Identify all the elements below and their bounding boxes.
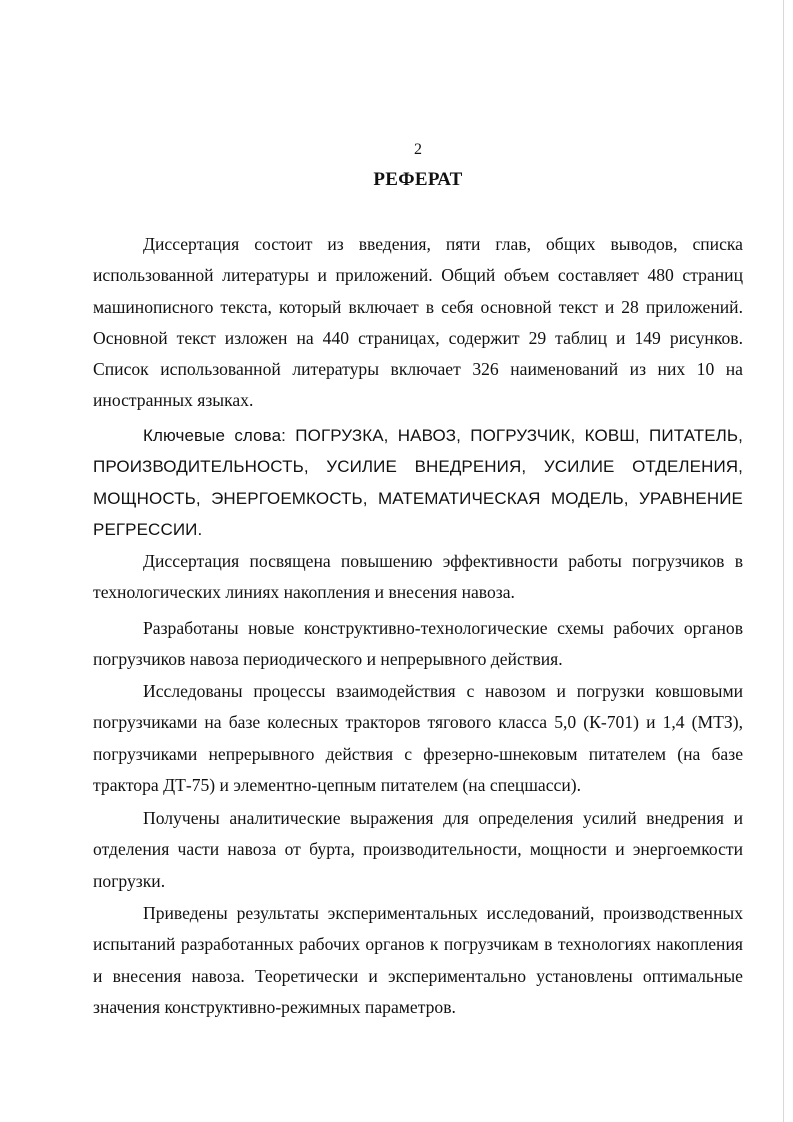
paragraph-structure: Диссертация состоит из введения, пяти глав, общих выводов, списка использованной литературы и приложений. Общий объем составляет 480 страниц машинописного текста, который включает в себя основной текст и 28 приложений. Основной текст изложен на 440 страницах, содержит 29 таблиц и 149 рисунков. Список использованной литературы включает 326 наименований из них 10 на иностранных языках. <box>93 234 743 411</box>
paragraph-keywords: Ключевые слова: ПОГРУЗКА, НАВОЗ, ПОГРУЗЧИК, КОВШ, ПИТАТЕЛЬ, ПРОИЗВОДИТЕЛЬНОСТЬ, УСИЛИЕ ВНЕДРЕНИЯ, УСИЛИЕ ОТДЕЛЕНИЯ, МОЩНОСТЬ, ЭНЕРГОЕМКОСТЬ, МАТЕМАТИЧЕСКАЯ МОДЕЛЬ, УРАВНЕНИЕ РЕГРЕССИИ. <box>93 426 743 539</box>
paragraph-developed: Разработаны новые конструктивно-технологические схемы рабочих органов погрузчиков навоза периодического и непрерывного действия. <box>93 618 743 670</box>
page-number: 2 <box>414 141 422 158</box>
scan-edge-line <box>783 0 784 1122</box>
paragraph-results: Приведены результаты экспериментальных исследований, производственных испытаний разработанных рабочих органов к погрузчикам в технологиях накопления и внесения навоза. Теоретически и экспериментально установлены оптимальные значения конструктивно-режимных параметров. <box>93 903 743 1017</box>
paragraph-purpose: Диссертация посвящена повышению эффективности работы погрузчиков в технологических линиях накопления и внесения навоза. <box>93 551 743 603</box>
paragraph-studied: Исследованы процессы взаимодействия с навозом и погрузки ковшовыми погрузчиками на базе колесных тракторов тягового класса 5,0 (К-701) и 1,4 (МТЗ), погрузчиками непрерывного действия с фрезерно-шнековым питателем (на базе трактора ДТ-75) и элементно-цепным питателем (на спецшасси). <box>93 681 743 795</box>
paragraph-obtained: Получены аналитические выражения для определения усилий внедрения и отделения части навоза от бурта, производительности, мощности и энергоемкости погрузки. <box>93 808 743 891</box>
page-title: РЕФЕРАТ <box>373 169 463 190</box>
